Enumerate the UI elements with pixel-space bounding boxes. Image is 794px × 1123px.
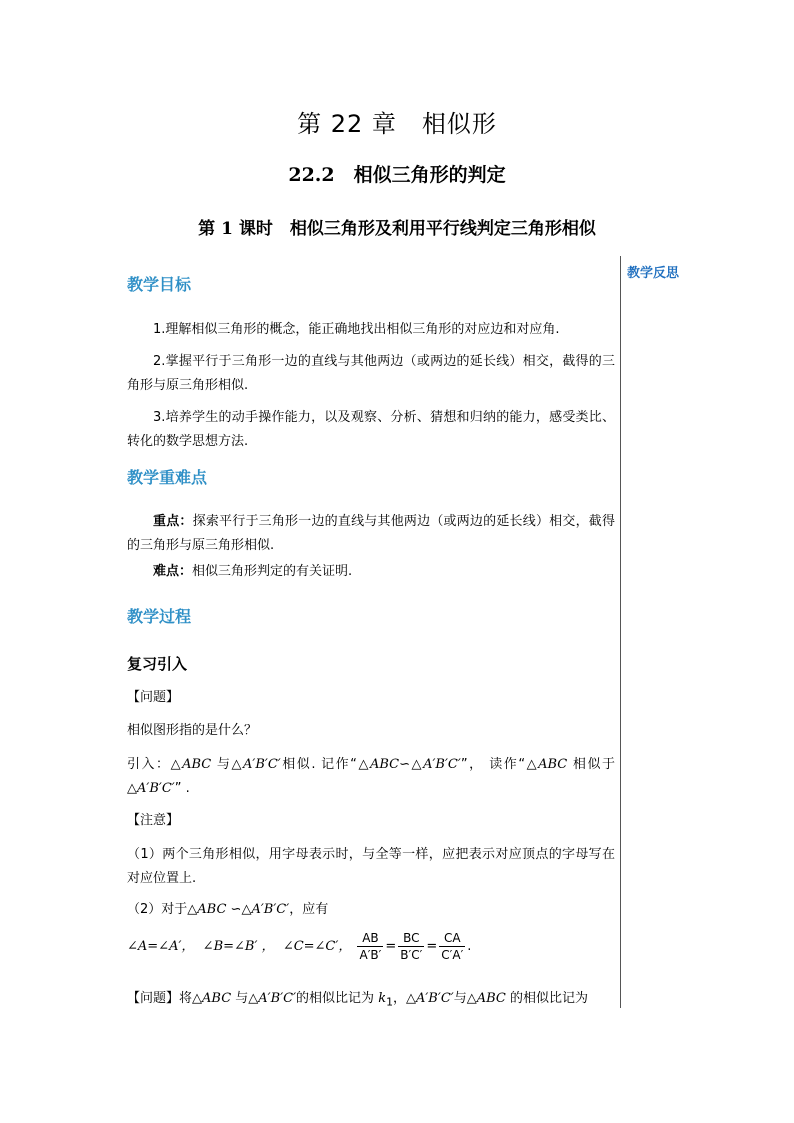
process-heading: 教学过程 xyxy=(127,607,192,626)
goal-item-1: 1.理解相似三角形的概念，能正确地找出相似三角形的对应边和对应角. xyxy=(153,322,560,337)
ratio-math-2: A′B′C′ xyxy=(258,991,297,1006)
intro-text-1: 引入：△ xyxy=(127,757,183,772)
ratio-subscript: 1 xyxy=(386,995,393,1009)
ratio-math-1: ABC xyxy=(202,991,232,1006)
intro-math-5: ABC xyxy=(538,757,568,772)
ratio-question xyxy=(127,987,615,1015)
fraction-ab-den: A′B′ xyxy=(359,948,382,962)
equals-1: = xyxy=(385,939,397,954)
goals-heading: 教学目标 xyxy=(127,275,192,294)
ratio-math-k: k xyxy=(378,991,387,1006)
ratio-question-label: 【问题】 xyxy=(127,991,180,1006)
ratio-text-6: 的相似比记为 xyxy=(505,991,588,1006)
question-text: 相似图形指的是什么？ xyxy=(127,723,258,738)
note2-text-1: （2）对于△ xyxy=(127,902,198,917)
ratio-text-4: ，△ xyxy=(392,991,416,1006)
fraction-bc-den: B′C′ xyxy=(400,948,423,962)
key-label: 重点： xyxy=(153,514,193,529)
fraction-bc xyxy=(398,930,424,963)
ratio-text-2: 与△ xyxy=(231,991,259,1006)
equals-2: = xyxy=(426,939,438,954)
fraction-ab-num: AB xyxy=(357,930,383,947)
intro-math-1: ABC xyxy=(182,757,212,772)
note2-math-2: A′B′C′ xyxy=(251,902,290,917)
intro-math-3: ABC xyxy=(369,757,400,772)
difficulty-text: 相似三角形判定的有关证明. xyxy=(192,564,353,579)
note2-text-3: ，应有 xyxy=(289,902,329,917)
note-label: 【注意】 xyxy=(127,813,180,828)
ratio-math-2b: A′B′C′ xyxy=(415,991,454,1006)
similarity-equations xyxy=(127,930,471,963)
ratio-math-3: ABC xyxy=(476,991,506,1006)
intro-text-5: ”， 读作“△ xyxy=(460,757,539,772)
equations-end: . xyxy=(467,939,472,954)
angle-b-equality: ∠B=∠B′ ， xyxy=(202,939,275,954)
review-heading: 复习引入 xyxy=(127,655,188,673)
intro-text-7: ” . xyxy=(174,781,190,796)
margin-divider xyxy=(620,256,621,1008)
intro-text-6: 相似于△ xyxy=(127,757,615,796)
section-title: 22.2 相似三角形的判定 xyxy=(288,164,506,186)
chapter-title: 第 22 章 相似形 xyxy=(297,110,497,138)
intro-math-2: A′B′C′ xyxy=(242,757,281,772)
lesson-title: 第 1 课时 相似三角形及利用平行线判定三角形相似 xyxy=(198,219,596,239)
fraction-bc-num: BC xyxy=(398,930,424,947)
key-point xyxy=(127,510,615,558)
question-label: 【问题】 xyxy=(127,690,180,705)
reflection-label: 教学反思 xyxy=(627,266,680,281)
note-1: （1）两个三角形相似，用字母表示时，与全等一样，应把表示对应顶点的字母写在对应位置上. xyxy=(127,847,615,886)
intro-text-2: 与△ xyxy=(211,757,243,772)
difficulty-label: 难点： xyxy=(153,564,193,579)
ratio-text-3: 的相似比记为 xyxy=(296,991,379,1006)
fraction-ca xyxy=(439,930,465,963)
key-text: 探索平行于三角形一边的直线与其他两边（或两边的延长线）相交，截得的三角形与原三角形相似. xyxy=(127,514,615,553)
fraction-ca-den: C′A′ xyxy=(441,948,464,962)
intro-math-6: A′B′C′ xyxy=(137,781,175,796)
difficulty-point xyxy=(127,560,615,584)
note2-math-1: ABC xyxy=(197,902,227,917)
intro-text-3: 相似. 记作“△ xyxy=(280,757,370,772)
keypoints-heading: 教学重难点 xyxy=(127,468,208,487)
note2-text-2: ∽△ xyxy=(226,902,252,917)
angle-a-equality: ∠A=∠A′， xyxy=(127,939,195,954)
fraction-ca-num: CA xyxy=(439,930,465,947)
angle-c-equality: ∠C=∠C′， xyxy=(282,939,352,954)
intro-paragraph xyxy=(127,753,615,801)
ratio-text-5: 与△ xyxy=(453,991,477,1006)
goal-item-3: 3.培养学生的动手操作能力，以及观察、分析、猜想和归纳的能力，感受类比、转化的数学思想方法. xyxy=(127,410,615,449)
intro-math-4: A′B′C′ xyxy=(423,757,461,772)
note-2 xyxy=(127,898,615,922)
goal-item-2: 2.掌握平行于三角形一边的直线与其他两边（或两边的延长线）相交，截得的三角形与原三角形相似. xyxy=(127,354,615,393)
intro-text-4: ∽△ xyxy=(399,757,424,772)
fraction-ab xyxy=(357,930,383,963)
ratio-text-1: 将△ xyxy=(179,991,203,1006)
